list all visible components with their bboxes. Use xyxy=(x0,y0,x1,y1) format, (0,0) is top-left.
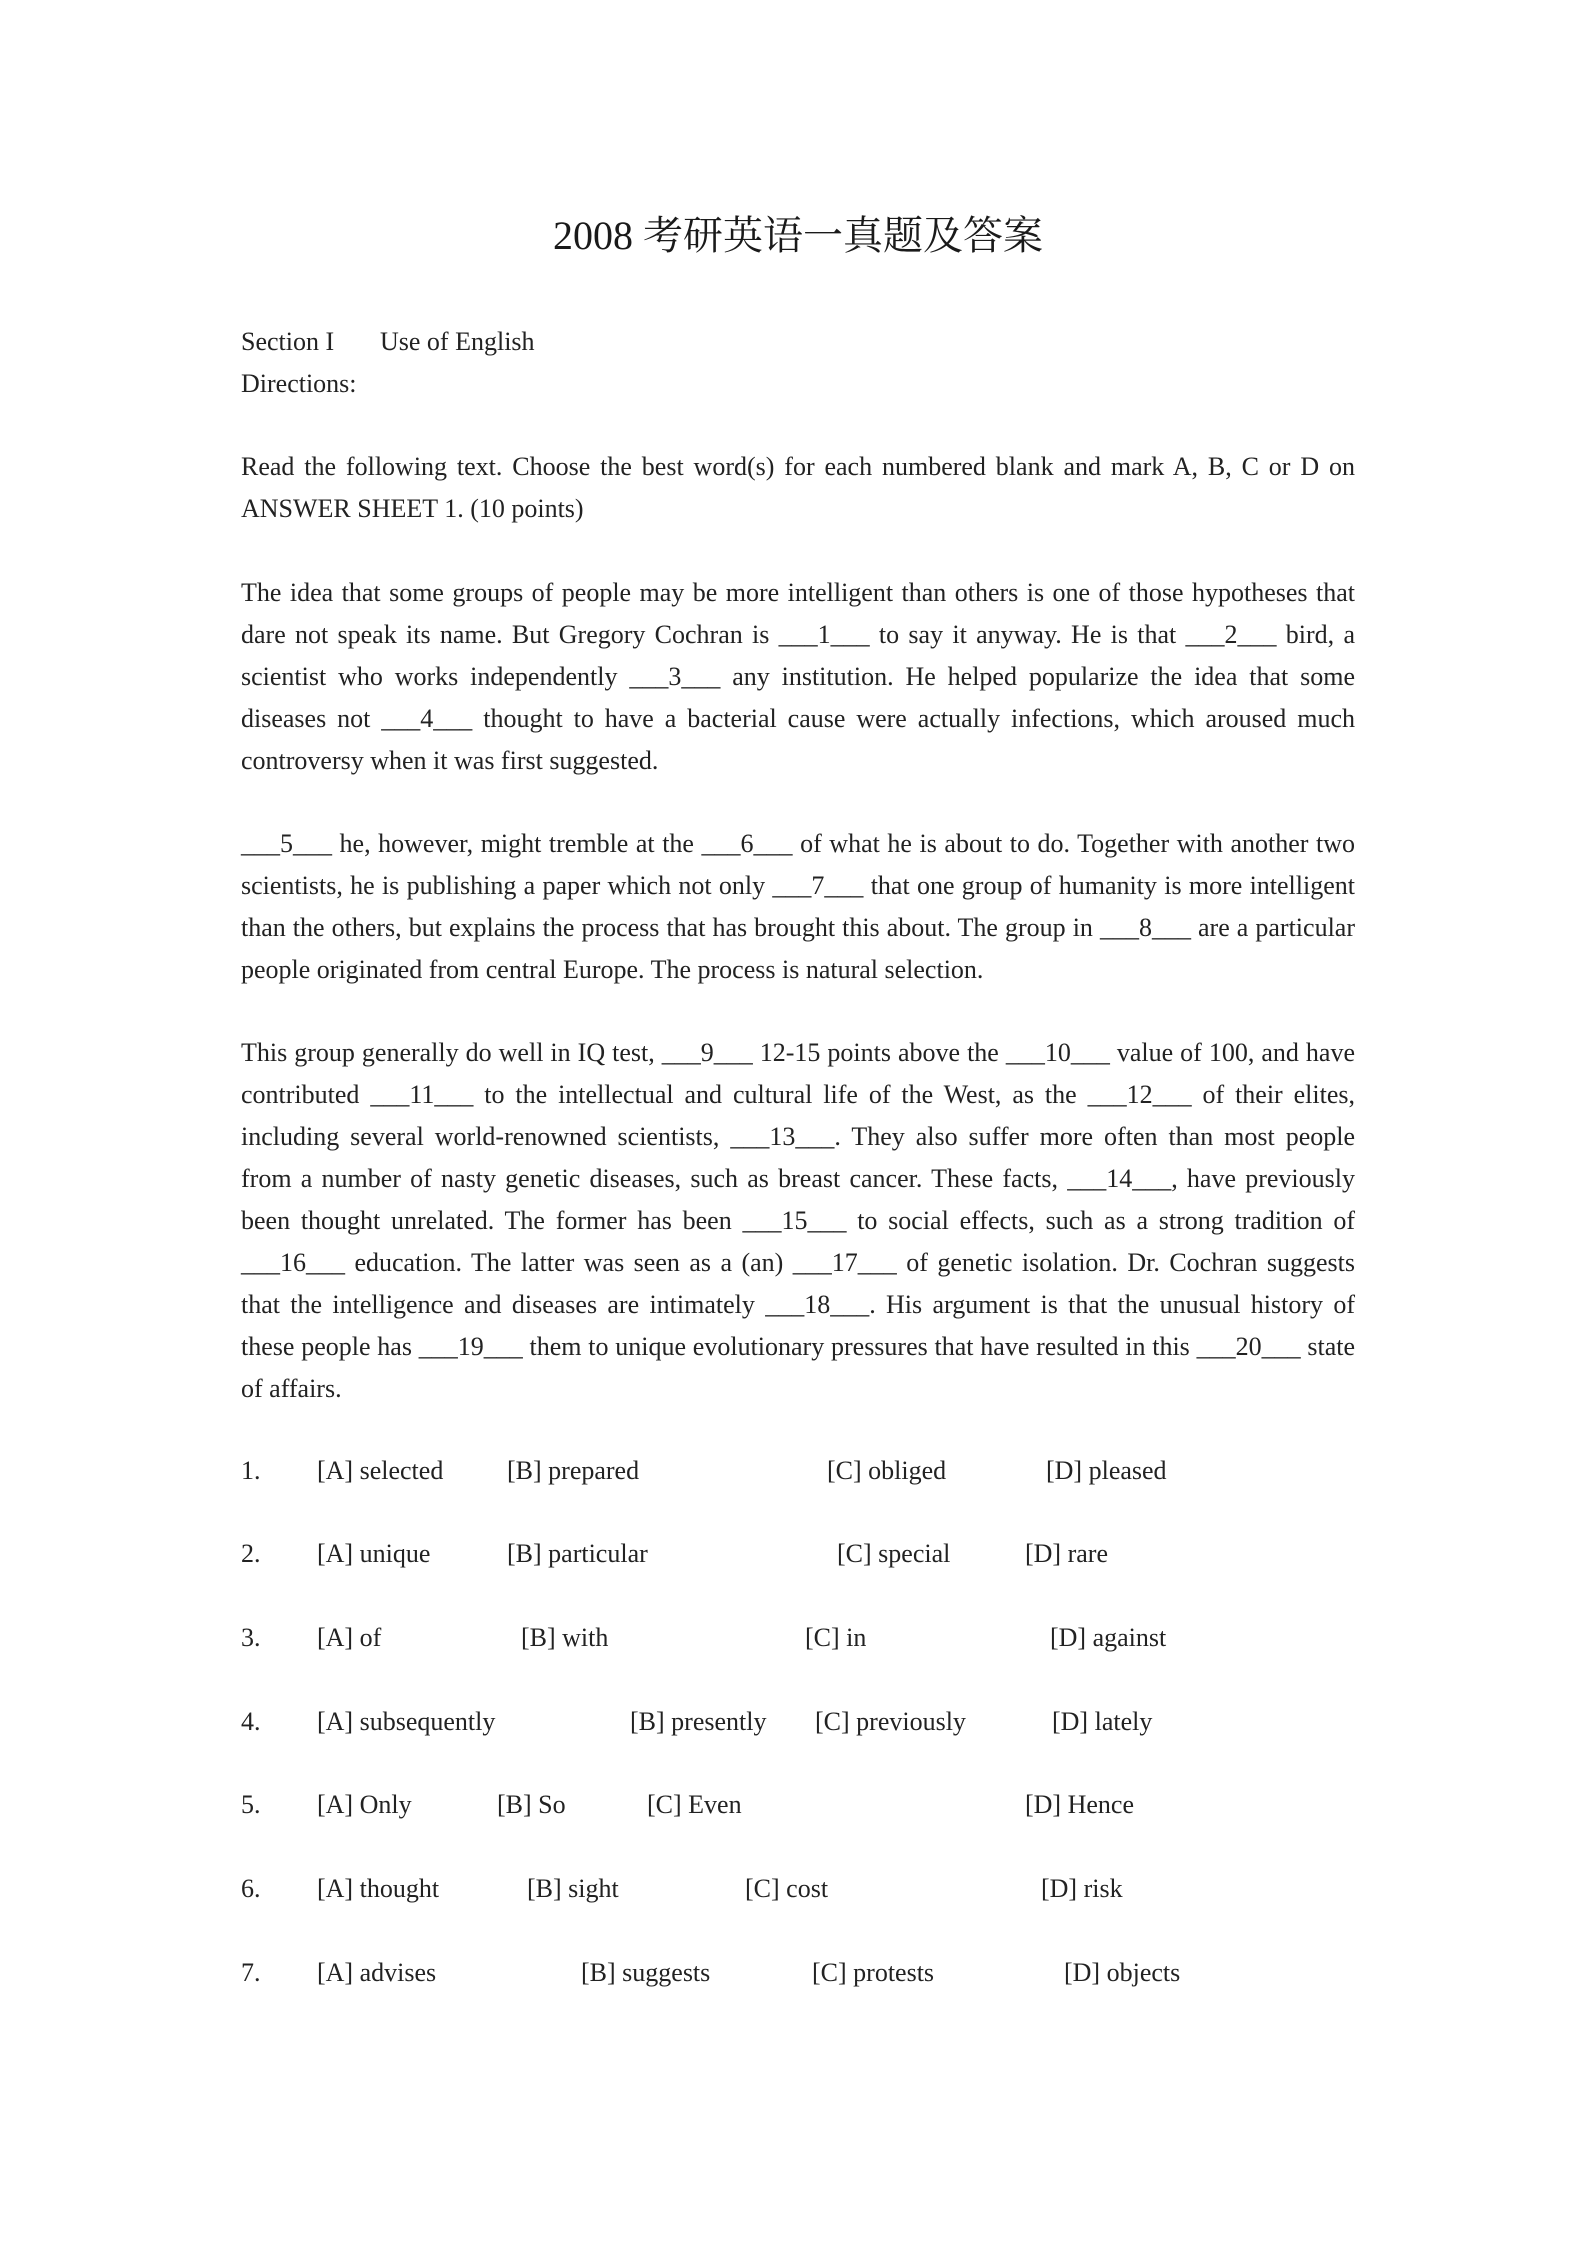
option-c: [C] Even xyxy=(647,1790,742,1819)
question-row xyxy=(241,1784,1355,1826)
option-d: [D] objects xyxy=(1064,1958,1181,1987)
option-d: [D] Hence xyxy=(1025,1790,1134,1819)
option-d: [D] risk xyxy=(1041,1874,1123,1903)
option-a: [A] Only xyxy=(317,1790,412,1819)
option-a: [A] unique xyxy=(317,1539,431,1568)
question-number: 2. xyxy=(241,1539,261,1568)
passage-paragraph: This group generally do well in IQ test, ___9___ 12-15 points above the ___10___ value of 100, and have contributed ___11___ to the intellectual and cultural life of the West, as the ___12___ of their elites, including several world-renowned scientists, ___13___. They also suffer more often than most people from a number of nasty genetic diseases, such as breast cancer. These facts, ___14___, have previously been thought unrelated. The former has been ___15___ to social effects, such as a strong tradition of ___16___ education. The latter was seen as a (an) ___17___ of genetic isolation. Dr. Cochran suggests that the intelligence and diseases are intimately ___18___. His argument is that the unusual history of these people has ___19___ them to unique evolutionary pressures that have resulted in this ___20___ state of affairs. xyxy=(241,1038,1355,1403)
option-d: [D] against xyxy=(1050,1623,1167,1652)
section-name: Use of English xyxy=(380,327,535,356)
question-number: 4. xyxy=(241,1707,261,1736)
option-a: [A] thought xyxy=(317,1874,440,1903)
directions-text: Read the following text. Choose the best word(s) for each numbered blank and mark A, B, C or D on ANSWER SHEET 1. (10 points) xyxy=(241,452,1355,523)
question-row xyxy=(241,1868,1355,1910)
option-a: [A] selected xyxy=(317,1456,444,1485)
question-row xyxy=(241,1701,1355,1743)
option-c: [C] obliged xyxy=(827,1456,947,1485)
section-label: Section I xyxy=(241,327,335,356)
option-d: [D] pleased xyxy=(1046,1456,1167,1485)
question-number: 5. xyxy=(241,1790,261,1819)
option-d: [D] rare xyxy=(1025,1539,1108,1568)
option-a: [A] subsequently xyxy=(317,1707,496,1736)
option-a: [A] of xyxy=(317,1623,382,1652)
option-b: [B] with xyxy=(521,1623,609,1652)
document-title: 2008 考研英语一真题及答案 xyxy=(553,213,1043,258)
passage-paragraph: ___5___ he, however, might tremble at the ___6___ of what he is about to do. Together with another two scientists, he is publishing a paper which not only ___7___ that one group of humanity is more intelligent than the others, but explains the process that has brought this about. The group in ___8___ are a particular people originated from central Europe. The process is natural selection. xyxy=(241,829,1355,984)
option-b: [B] presently xyxy=(630,1707,767,1736)
option-c: [C] special xyxy=(837,1539,951,1568)
question-number: 6. xyxy=(241,1874,261,1903)
question-number: 3. xyxy=(241,1623,261,1652)
option-b: [B] particular xyxy=(507,1539,648,1568)
directions-label: Directions: xyxy=(241,369,357,398)
question-row xyxy=(241,1952,1355,1994)
option-c: [C] previously xyxy=(815,1707,966,1736)
question-number: 7. xyxy=(241,1958,261,1987)
section-header xyxy=(241,321,535,405)
option-c: [C] cost xyxy=(745,1874,829,1903)
passage-paragraph: The idea that some groups of people may be more intelligent than others is one of those hypotheses that dare not speak its name. But Gregory Cochran is ___1___ to say it anyway. He is that ___2___ bird, a scientist who works independently ___3___ any institution. He helped popularize the idea that some diseases not ___4___ thought to have a bacterial cause were actually infections, which aroused much controversy when it was first suggested. xyxy=(241,578,1355,775)
option-c: [C] in xyxy=(805,1623,867,1652)
option-b: [B] prepared xyxy=(507,1456,640,1485)
option-c: [C] protests xyxy=(812,1958,935,1987)
question-row xyxy=(241,1533,1355,1575)
option-b: [B] So xyxy=(497,1790,566,1819)
question-row xyxy=(241,1617,1355,1659)
option-a: [A] advises xyxy=(317,1958,437,1987)
option-b: [B] sight xyxy=(527,1874,619,1903)
question-row xyxy=(241,1450,1355,1492)
section-line xyxy=(241,321,535,363)
question-number: 1. xyxy=(241,1456,261,1485)
option-d: [D] lately xyxy=(1052,1707,1153,1736)
option-b: [B] suggests xyxy=(581,1958,711,1987)
